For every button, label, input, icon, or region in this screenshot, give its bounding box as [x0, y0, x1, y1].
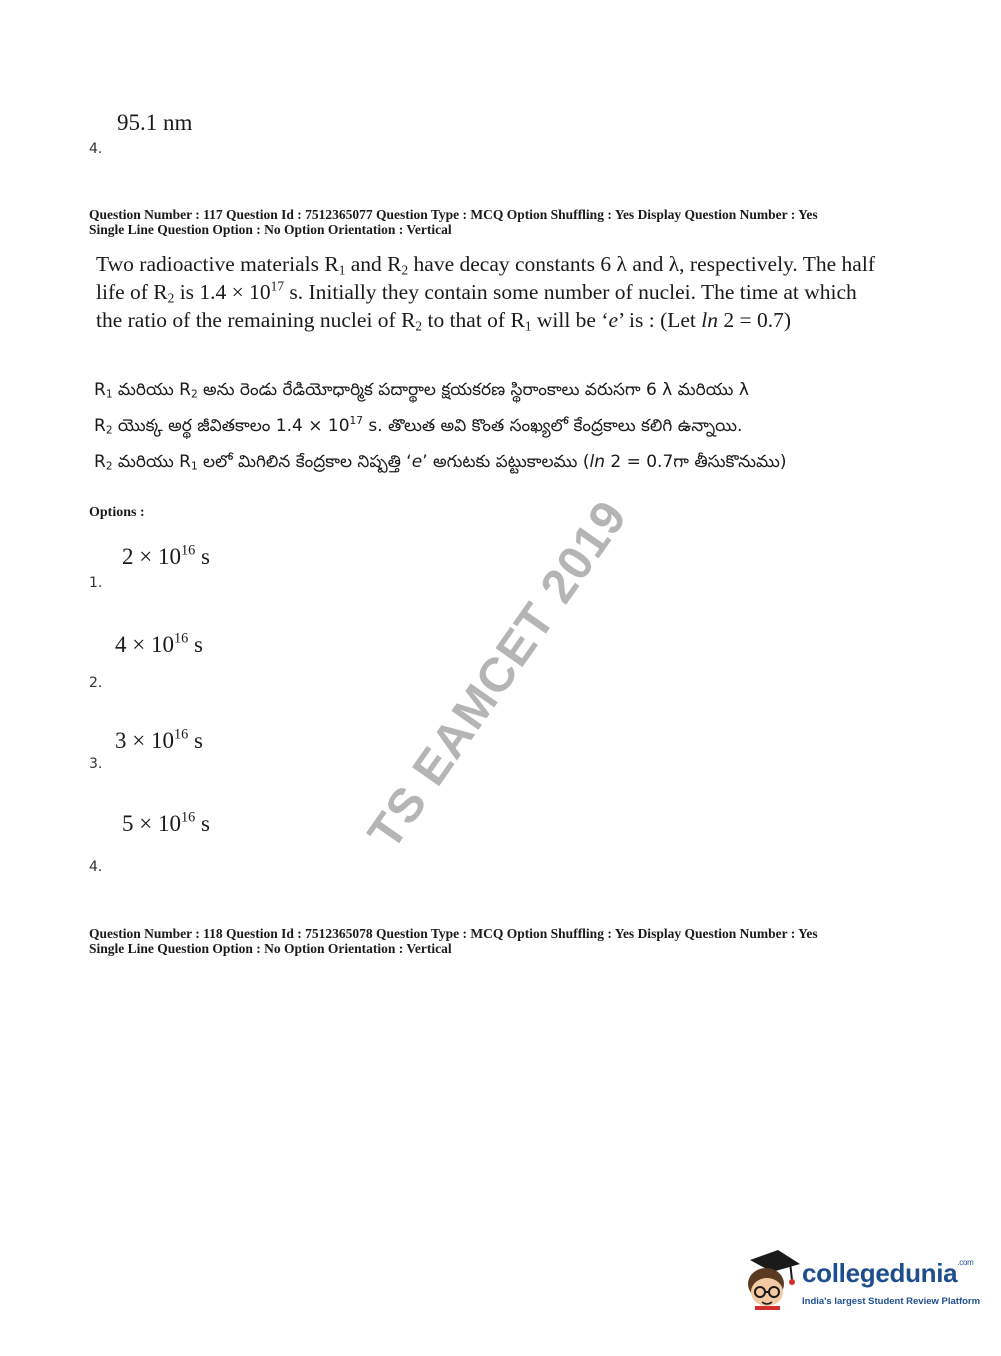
logo-wordmark: [802, 1258, 973, 1289]
option-exponent: 16: [173, 630, 189, 647]
q117-en-line3: [96, 306, 875, 334]
text: లలో మిగిలిన కేంద్రకాల నిష్పత్తి ‘: [197, 452, 412, 472]
option-mantissa: 4 × 10: [115, 632, 174, 657]
watermark: TS EAMCET 2019: [358, 491, 638, 859]
option-1-value[interactable]: [122, 544, 210, 570]
subscript: 2: [401, 262, 409, 278]
q117-te-line2: [94, 408, 786, 444]
option-2-value[interactable]: [115, 632, 203, 658]
italic-e: e: [411, 452, 423, 472]
text: R: [94, 416, 106, 436]
subscript: 1: [105, 388, 113, 401]
option-exponent: 16: [180, 542, 196, 559]
subscript: 2: [190, 388, 198, 401]
collegedunia-logo[interactable]: [742, 1250, 981, 1314]
q117-te-line1: [94, 372, 786, 408]
subscript: 2: [105, 424, 113, 437]
option-4-value[interactable]: [122, 811, 210, 837]
option-3-value[interactable]: [115, 728, 203, 754]
option-4-number: 4.: [89, 859, 103, 875]
logo-tagline: India's largest Student Review Platform: [802, 1296, 981, 1307]
text: 2 = 0.7): [717, 308, 792, 332]
text: R: [94, 380, 106, 400]
text: ’ అగుటకు పట్టుకాలము (: [422, 452, 590, 472]
text: R: [94, 452, 106, 472]
q117-meta-line1: Question Number : 117 Question Id : 7512365077 Question Type : MCQ Option Shuffling : Yes Display Question Number : Yes: [89, 207, 818, 222]
option-mantissa: 3 × 10: [115, 728, 174, 753]
text: మరియు R: [112, 452, 191, 472]
option-mantissa: 2 × 10: [122, 544, 181, 569]
q117-meta: [89, 207, 818, 237]
option-exponent: 16: [173, 726, 189, 743]
q118-meta: [89, 926, 818, 956]
q118-meta-line1: Question Number : 118 Question Id : 7512365078 Question Type : MCQ Option Shuffling : Yes Display Question Number : Yes: [89, 926, 818, 941]
superscript: 17: [349, 415, 363, 428]
text: to that of R: [422, 308, 525, 332]
italic-ln: ln: [589, 452, 605, 472]
option-unit: s: [188, 728, 203, 753]
mascot-icon: [742, 1250, 800, 1310]
options-label: Options :: [89, 505, 145, 520]
subscript: 2: [415, 318, 423, 334]
text: Two radioactive materials R: [96, 252, 339, 276]
option-mantissa: 5 × 10: [122, 811, 181, 836]
text: the ratio of the remaining nuclei of R: [96, 308, 416, 332]
text: s. Initially they contain some number of nuclei. The time at which: [284, 280, 857, 304]
q117-en-line2: [96, 278, 875, 306]
text: and R: [345, 252, 402, 276]
subscript: 1: [338, 262, 346, 278]
subscript: 2: [167, 290, 175, 306]
logo-name: collegedunia: [802, 1258, 958, 1288]
italic-ln: ln: [701, 308, 718, 332]
text: will be ‘: [531, 308, 609, 332]
text: యొక్క అర్థ జీవితకాలం 1.4 × 10: [112, 416, 350, 436]
q117-meta-line2: Single Line Question Option : No Option Orientation : Vertical: [89, 222, 452, 237]
text: అను రెండు రేడియోధార్మిక పదార్థాల క్షయకరణ స్థిరాంకాలు వరుసగా 6 λ మరియు λ: [197, 380, 749, 400]
text: మరియు R: [112, 380, 191, 400]
superscript: 17: [270, 278, 284, 294]
text: ’ is : (Let: [618, 308, 702, 332]
q118-meta-line2: Single Line Question Option : No Option Orientation : Vertical: [89, 941, 452, 956]
text: 2 = 0.7గా తీసుకొనుము): [604, 452, 787, 472]
text: life of R: [96, 280, 168, 304]
option-3-number: 3.: [89, 756, 103, 772]
q117-question-english: [96, 250, 875, 334]
option-1-number: 1.: [89, 575, 103, 591]
option-exponent: 16: [180, 809, 196, 826]
option-2-number: 2.: [89, 675, 103, 691]
logo-suffix: .com: [957, 1258, 974, 1267]
text: is 1.4 × 10: [174, 280, 271, 304]
prev-option-number: 4.: [89, 141, 103, 157]
q117-en-line1: [96, 250, 875, 278]
text: have decay constants 6 λ and λ, respectively. The half: [408, 252, 875, 276]
italic-e: e: [608, 308, 619, 332]
q117-question-telugu: [94, 372, 786, 480]
option-unit: s: [195, 544, 210, 569]
prev-option-value: 95.1 nm: [117, 110, 193, 135]
option-unit: s: [188, 632, 203, 657]
text: s. తొలుత అవి కొంత సంఖ్యలో కేంద్రకాలు కలిగి ఉన్నాయి.: [362, 416, 743, 436]
subscript: 1: [190, 460, 198, 473]
subscript: 1: [524, 318, 532, 334]
q117-te-line3: [94, 444, 786, 480]
subscript: 2: [105, 460, 113, 473]
option-unit: s: [195, 811, 210, 836]
